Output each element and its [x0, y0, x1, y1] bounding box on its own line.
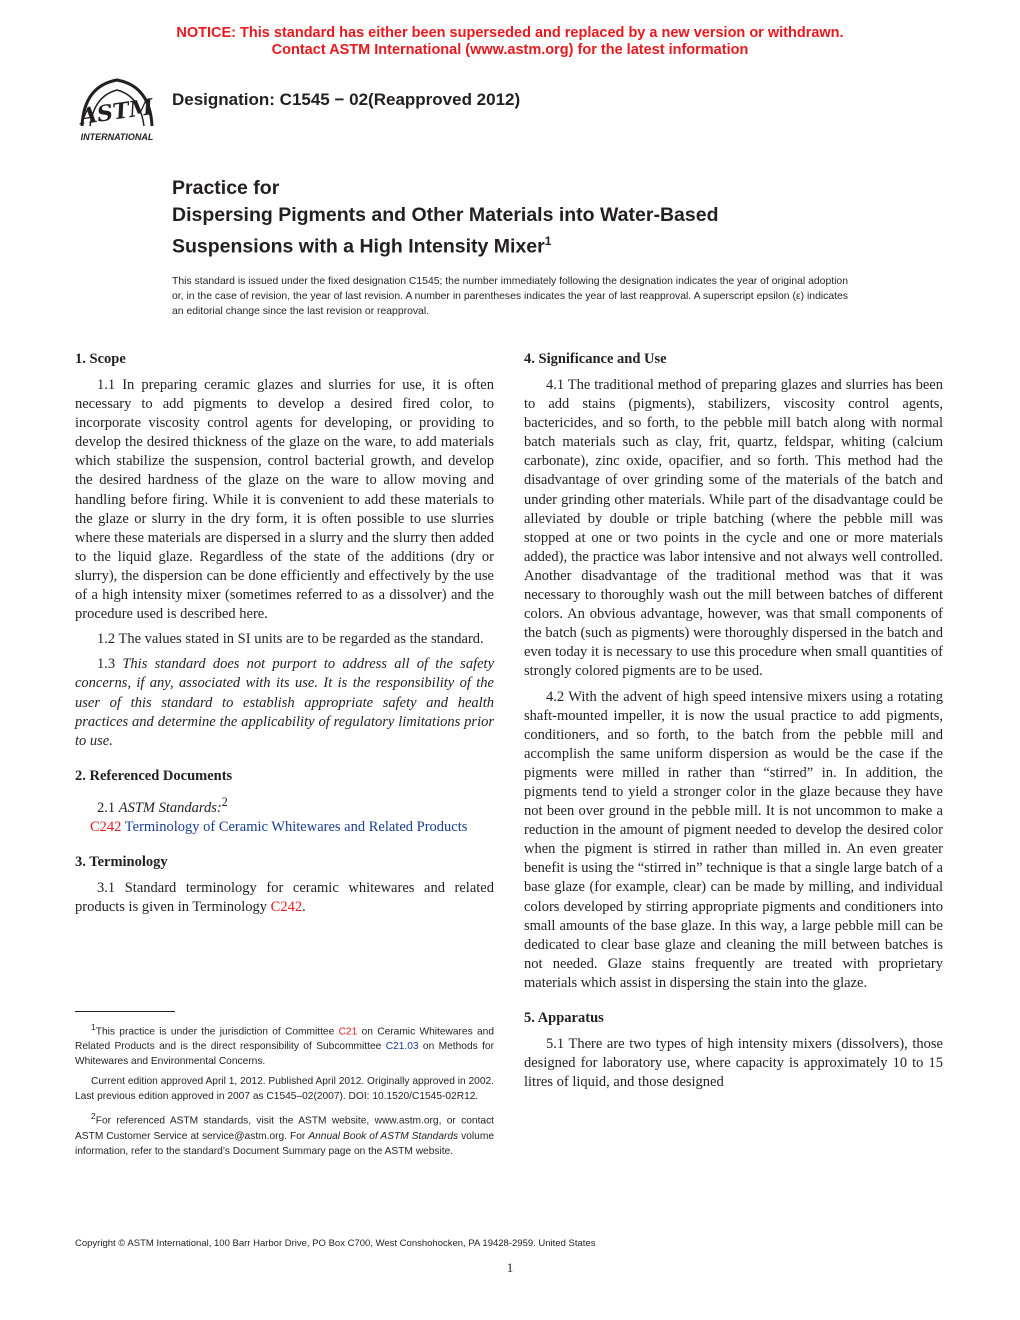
scope-paragraph-1-1: 1.1 In preparing ceramic glazes and slurries for use, it is often necessary to add pigments to develop a desired fired color, to incorporate viscosity control agents for developing, or providing to develop the desired thickness of the glaze on the ware, to add materials which stabilize the suspension, control bacterial growth, and develop the desired hardness of the glaze on the ware to allow moving and handling before firing. While it is convenient to add these materials to the glaze or slurry in the dry form, it is often possible to use slurries where these materials are dispersed in a slurry and the slurry then added to the liquid glaze. Regardless of the state of the additions (dry or slurry), the dispersion can be done efficiently and effectively by the use of a high intensity mixer (sometimes referred to as a dissolver) and the procedure used is described here. [75, 377, 494, 623]
footnotes [75, 1020, 494, 1159]
title-line-2: Dispersing Pigments and Other Materials into Water-Based [172, 203, 719, 226]
scope-paragraph-1-2: 1.2 The values stated in SI units are to be regarded as the standard. [97, 631, 484, 648]
section-heading-terminology: 3. Terminology [75, 853, 168, 870]
committee-c21-link[interactable]: C21 [338, 1026, 358, 1038]
copyright-line: Copyright © ASTM International, 100 Barr Harbor Drive, PO Box C700, West Conshohocken, PA 19428-2959. United States [75, 1238, 596, 1249]
footnote-2: $^2$For referenced ASTM standards, visit the ASTM website, www.astm.org, or contact ASTM Customer Service at service@astm.org. For Annual Book of ASTM Standards volume information, refer to the standard’s Document Summary page on the ASTM website. [75, 1111, 495, 1157]
logo-word: ASTM [78, 94, 156, 131]
footnote-1: $^1$This practice is under the jurisdiction of Committee C21 on Ceramic Whitewares and Related Products and is the direct responsibility of Subcommittee C21.03 on Methods for Whitewares and Environmental Concerns. [75, 1022, 494, 1068]
title-line-3: Suspensions with a High Intensity Mixer$^1$ [172, 234, 552, 258]
reference-c242-link[interactable]: C242 [90, 818, 122, 835]
designation: Designation: C1545 − 02(Reapproved 2012) [172, 90, 521, 109]
title-line-1: Practice for [172, 177, 280, 199]
terminology-paragraph-3-1: 3.1 Standard terminology for ceramic whitewares and related products is given in Terminology C242. [75, 879, 494, 915]
reference-c242-title-link[interactable]: Terminology of Ceramic Whitewares and Related Products [124, 818, 468, 835]
astm-logo-icon [72, 74, 162, 144]
section-heading-significance: 4. Significance and Use [524, 351, 667, 367]
notice-line-2: Contact ASTM International (www.astm.org) for the latest information [271, 42, 749, 58]
reference-c242 [90, 818, 494, 837]
footnote-1-edition: Current edition approved April 1, 2012. Published April 2012. Originally approved in 2002. Last previous edition approved in 2007 as C1545–02(2007). DOI: 10.1520/C1545-02R12. [75, 1076, 494, 1103]
left-column [75, 350, 494, 917]
section-heading-apparatus: 5. Apparatus [524, 1010, 604, 1026]
document-title [172, 175, 718, 260]
notice-line-1: NOTICE: This standard has either been superseded and replaced by a new version or withdrawn. [176, 25, 844, 41]
subcommittee-c21-03-link[interactable]: C21.03 [385, 1041, 419, 1053]
section-heading-scope: 1. Scope [75, 351, 126, 367]
footnote-divider [75, 1011, 175, 1012]
scope-paragraph-1-3: 1.3 This standard does not purport to address all of the safety concerns, if any, associated with its use. It is the responsibility of the user of this standard to establish appropriate safety and health practices and determine the applicability of regulatory limitations prior to use. [75, 656, 494, 749]
astm-logo [72, 74, 162, 144]
terminology-c242-link[interactable]: C242 [270, 898, 303, 915]
significance-paragraph-4-2: 4.2 With the advent of high speed intensive mixers using a rotating shaft-mounted impeller, it is now the usual practice to add pigments, conditioners, and so forth, to the batch from the pebble mill and accomplish the same uniform dispersion as would be the case if the pigments were milled in rather than “stirred” in. In addition, the pigments tend to yield a stronger color in the glaze because they have not been over ground in the pebble mill. It is not uncommon to make a reduction in the amount of pigment needed to develop the desired color when the pigment is stirred in rather than milled in. An even greater benefit is using the “stirred in” technique is that a single large batch of a base glaze (for example, clear) can be made by milling, and individual colors developed by stirring appropriate pigments and conditioners into small amounts of the base glaze. In this way, a large pebble mill can be dedicated to clear base glaze and cleaning the mill between batches is not needed. Glaze stains frequently are treated with proprietary materials which assist in dispersing the stain into the glaze. [524, 688, 943, 991]
significance-paragraph-4-1: 4.1 The traditional method of preparing glazes and slurries has been to add stains (pigments), stabilizers, viscosity control agents, bactericides, and so forth, to the pebble mill batch along with normal batch materials such as clay, frit, quartz, feldspar, whiting (calcium carbonate), zinc oxide, opacifier, and so forth. This method had the disadvantage of over grinding some of the materials of the batch and under grinding other materials. While part of the disadvantage could be alleviated by double or triple batching (where the pebble mill was stopped at one or two points in the cycle and one or more materials added), the practice was labor intensive and not always well controlled. Another disadvantage of the traditional method was that it was necessary to thoroughly wash out the mill between batches of different colors. An obvious advantage, however, was that small components of the batch (such as pigments) were thoroughly dispersed in the batch and even today it is necessary to use this procedure when small quantities of strongly colored pigments are to be used. [524, 377, 943, 680]
section-heading-referenced-documents: 2. Referenced Documents [75, 767, 233, 784]
right-column [524, 350, 943, 1092]
referenced-paragraph-2-1: 2.1 ASTM Standards:$^2$ [97, 794, 228, 816]
logo-org: INTERNATIONAL [80, 132, 154, 142]
notice-banner [0, 25, 1020, 59]
title-footnote-mark[interactable]: 1 [544, 234, 552, 248]
page-number: 1 [506, 1260, 514, 1275]
apparatus-paragraph-5-1: 5.1 There are two types of high intensity mixers (dissolvers), those designed for laboratory use, where capacity is approximately 10 to 15 litres of liquid, and those designed [524, 1036, 943, 1091]
intro-paragraph: This standard is issued under the fixed designation C1545; the number immediately following the designation indicates the year of original adoption or, in the case of revision, the year of last revision. A number in parentheses indicates the year of last reapproval. A superscript epsilon (ε) indicates an editorial change since the last revision or reapproval. [172, 276, 848, 318]
